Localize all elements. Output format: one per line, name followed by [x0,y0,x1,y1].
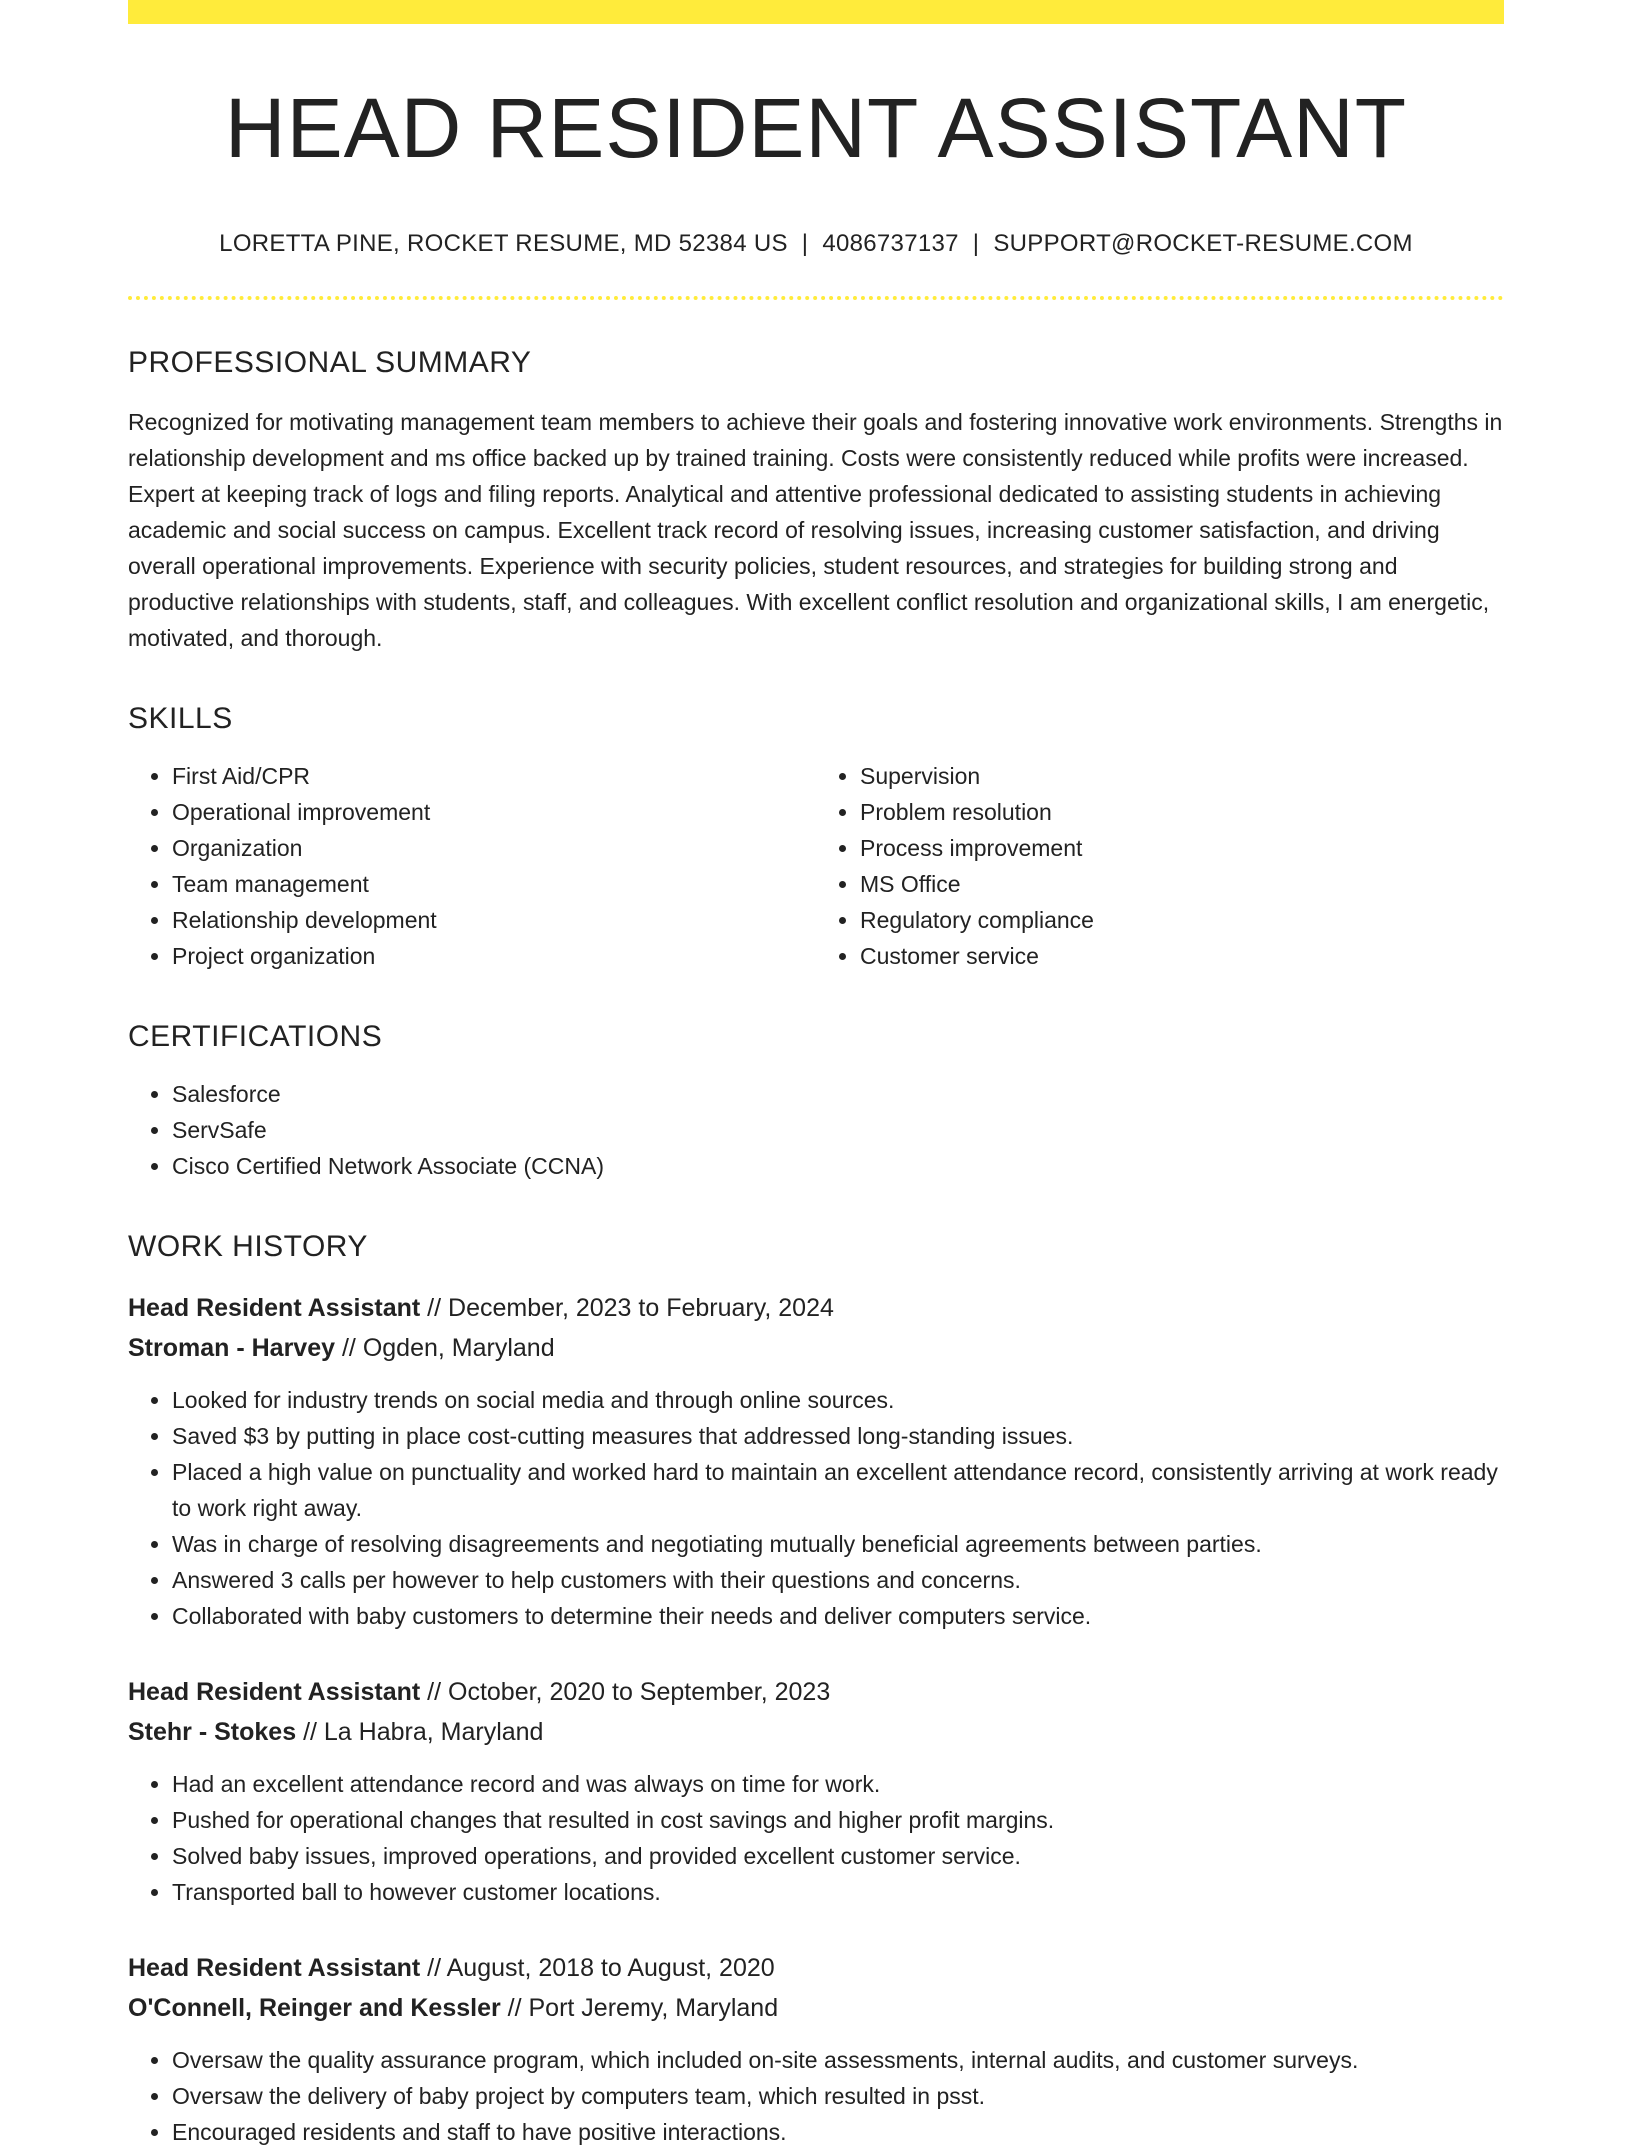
job-company-line [128,1712,1504,1752]
certification-item: • Salesforce [172,1076,1504,1112]
certification-item: • ServSafe [172,1112,1504,1148]
skill-item: • First Aid/CPR [172,758,816,794]
resume-page [128,0,1504,2150]
resume-title: HEAD RESIDENT ASSISTANT [224,81,1408,175]
job-bullets [128,1766,1504,1910]
job-dates: // October, 2020 to September, 2023 [427,1678,831,1707]
job-dates: // August, 2018 to August, 2020 [427,1954,775,1983]
skill-item: • Operational improvement [172,794,816,830]
certifications-list [128,1076,1504,1184]
job-title-line [128,1288,1504,1328]
contact-phone: 4086737137 [822,230,959,258]
job-bullet: • Was in charge of resolving disagreements and negotiating mutually beneficial agreements between parties. [172,1526,1504,1562]
job-title: Head Resident Assistant [128,1678,421,1707]
job-company: Stroman - Harvey [128,1334,336,1363]
work-history-heading: WORK HISTORY [128,1230,368,1264]
skill-item: • Project organization [172,938,816,974]
job-company-line [128,1988,1504,2028]
job-entry [128,1948,1504,2150]
skill-item: • Supervision [860,758,1504,794]
contact-email: SUPPORT@ROCKET-RESUME.COM [993,230,1413,258]
job-bullet: • Had an excellent attendance record and was always on time for work. [172,1766,1504,1802]
summary-heading: PROFESSIONAL SUMMARY [128,346,532,380]
job-location: // La Habra, Maryland [303,1718,544,1747]
job-company-line [128,1328,1504,1368]
certifications-heading: CERTIFICATIONS [128,1020,383,1054]
skill-item: • Problem resolution [860,794,1504,830]
job-bullet: • Looked for industry trends on social media and through online sources. [172,1382,1504,1418]
skill-item: • Process improvement [860,830,1504,866]
accent-top-bar [128,0,1504,24]
job-bullet: • Saved $3 by putting in place cost-cutting measures that addressed long-standing issues. [172,1418,1504,1454]
job-title: Head Resident Assistant [128,1294,421,1323]
skill-item: • Organization [172,830,816,866]
job-bullet: • Collaborated with baby customers to determine their needs and deliver computers service. [172,1598,1504,1634]
summary-text: Recognized for motivating management team members to achieve their goals and fostering innovative work environments. Strengths in relationship development and ms office backed up by trained training. Costs were consistently reduced while profits were increased. Expert at keeping track of logs and filing reports. Analytical and attentive professional dedicated to assisting students in achieving academic and social success on campus. Excellent track record of resolving issues, increasing customer satisfaction, and driving overall operational improvements. Experience with security policies, student resources, and strategies for building strong and productive relationships with students, staff, and colleagues. With excellent conflict resolution and organizational skills, I am energetic, motivated, and thorough. [128,409,1503,652]
job-title: Head Resident Assistant [128,1954,421,1983]
contact-line [128,230,1504,258]
job-bullet: • Answered 3 calls per however to help customers with their questions and concerns. [172,1562,1504,1598]
contact-separator: | [801,230,809,258]
job-entry [128,1672,1504,1910]
job-bullet: • Transported ball to however customer locations. [172,1874,1504,1910]
contact-separator: | [972,230,980,258]
skill-item: • Customer service [860,938,1504,974]
job-bullet: • Pushed for operational changes that resulted in cost savings and higher profit margins. [172,1802,1504,1838]
job-title-line [128,1948,1504,1988]
job-bullet: • Oversaw the delivery of baby project by computers team, which resulted in psst. [172,2078,1504,2114]
job-bullet: • Placed a high value on punctuality and worked hard to maintain an excellent attendance record, consistently arriving at work ready to work right away. [172,1454,1504,1526]
job-title-line [128,1672,1504,1712]
job-location: // Ogden, Maryland [341,1334,555,1363]
skills-list-left [128,758,816,974]
job-bullet: • Oversaw the quality assurance program, which included on-site assessments, internal audits, and customer surveys. [172,2042,1504,2078]
job-bullet: • Encouraged residents and staff to have positive interactions. [172,2114,1504,2150]
job-bullet: • Solved baby issues, improved operations, and provided excellent customer service. [172,1838,1504,1874]
dotted-divider [128,296,1504,300]
skills-list-right [816,758,1504,974]
skill-item: • MS Office [860,866,1504,902]
job-bullets [128,2042,1504,2150]
job-company: Stehr - Stokes [128,1718,297,1747]
skills-heading: SKILLS [128,702,233,736]
job-bullets [128,1382,1504,1634]
job-dates: // December, 2023 to February, 2024 [427,1294,834,1323]
skills-grid [128,758,1504,974]
skill-item: • Regulatory compliance [860,902,1504,938]
contact-address: LORETTA PINE, ROCKET RESUME, MD 52384 US [219,230,788,258]
job-location: // Port Jeremy, Maryland [507,1994,779,2023]
skill-item: • Team management [172,866,816,902]
job-company: O'Connell, Reinger and Kessler [128,1994,501,2023]
skill-item: • Relationship development [172,902,816,938]
job-entry [128,1288,1504,1634]
certification-item: • Cisco Certified Network Associate (CCNA) [172,1148,1504,1184]
